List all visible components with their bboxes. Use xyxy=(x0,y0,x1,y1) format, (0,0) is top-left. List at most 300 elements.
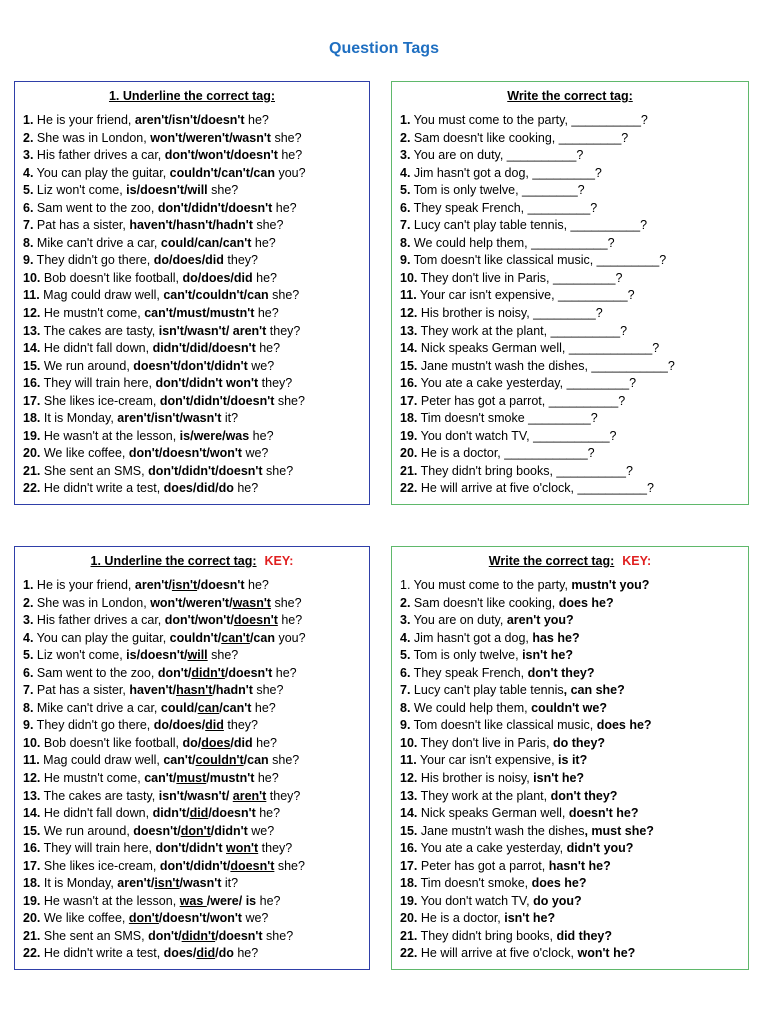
item-number: 12. xyxy=(400,306,418,321)
tag-options xyxy=(170,631,275,645)
exercise-lines xyxy=(400,112,740,498)
item-number: 9. xyxy=(23,718,34,733)
item-number: 9. xyxy=(400,253,411,268)
tag-option-correct: can't xyxy=(221,630,250,645)
item-number: 15. xyxy=(400,358,418,373)
item-number: 19. xyxy=(400,893,418,908)
tag-separator: / xyxy=(150,876,155,891)
item-sentence: Liz won't come, xyxy=(33,648,127,663)
underline-key-box xyxy=(14,546,370,970)
item-pronoun: she? xyxy=(262,463,294,478)
list-item xyxy=(23,700,361,718)
tag-separator: / xyxy=(168,578,172,592)
tag-separator: / xyxy=(225,323,233,338)
item-number: 10. xyxy=(400,735,418,750)
item-pronoun: it? xyxy=(221,876,239,891)
list-item xyxy=(23,217,361,235)
item-pronoun: you? xyxy=(274,165,306,180)
list-item xyxy=(400,595,740,613)
tag-option-correct: did xyxy=(189,806,209,821)
tag-option: weren't xyxy=(185,595,230,610)
tag-option: doesn't xyxy=(140,648,185,663)
item-number: 18. xyxy=(400,411,418,426)
tag-options xyxy=(161,701,252,715)
tag-options xyxy=(150,131,271,145)
answer-tag: has he? xyxy=(532,630,580,645)
item-sentence: They didn't go there, xyxy=(33,253,154,268)
tag-separator: / xyxy=(194,148,199,163)
tag-separator: / xyxy=(206,306,210,321)
list-item xyxy=(400,945,740,963)
item-pronoun: we? xyxy=(241,446,269,461)
tag-separator: / xyxy=(158,446,163,461)
item-number: 18. xyxy=(23,876,41,891)
item-number: 10. xyxy=(23,735,41,750)
tag-option-correct: didn't xyxy=(181,928,216,943)
tag-option: do xyxy=(153,253,170,268)
tag-options xyxy=(117,411,221,425)
tag-separator: / xyxy=(217,165,222,180)
tag-option: will xyxy=(187,183,208,198)
list-item xyxy=(400,665,740,683)
tag-options xyxy=(129,683,253,697)
tag-option: do xyxy=(182,735,198,750)
item-pronoun: she? xyxy=(252,683,284,698)
tag-option: don't xyxy=(155,376,186,391)
tag-option: isn't xyxy=(171,113,198,127)
tag-option: wasn't xyxy=(187,788,226,803)
tag-separator: / xyxy=(197,270,202,285)
tag-separator: / xyxy=(186,341,190,356)
answer-tag: couldn't we? xyxy=(531,700,607,715)
tag-option: did xyxy=(233,270,253,285)
item-pronoun: he? xyxy=(272,200,297,215)
item-number: 7. xyxy=(23,683,34,698)
item-sentence: Jim hasn't got a dog, xyxy=(410,630,533,645)
tag-option: can't xyxy=(221,165,250,180)
item-number: 15. xyxy=(400,823,418,838)
tag-separator: / xyxy=(212,683,216,698)
tag-separator: / xyxy=(169,253,173,268)
item-number: 20. xyxy=(23,911,41,926)
tag-options xyxy=(135,578,245,592)
tag-separator: / xyxy=(249,630,254,645)
tag-options xyxy=(182,736,252,750)
tag-separator: / xyxy=(186,806,190,821)
tag-option: were xyxy=(193,428,223,443)
answer-tag: aren't you? xyxy=(506,613,574,628)
tag-options xyxy=(133,824,247,838)
list-item xyxy=(23,770,361,788)
tag-option: couldn't xyxy=(195,288,244,303)
item-pronoun: he? xyxy=(244,113,269,127)
item-number: 14. xyxy=(400,341,418,356)
answer-tag: isn't he? xyxy=(504,911,556,926)
tag-separator: / xyxy=(179,411,183,426)
item-sentence: He will arrive at five o'clock, xyxy=(417,946,578,961)
tag-option: don't xyxy=(157,665,188,680)
item-pronoun: he? xyxy=(277,148,303,163)
tag-option: didn't xyxy=(181,463,216,478)
tag-option: doesn't xyxy=(211,341,256,356)
list-item xyxy=(23,630,361,648)
tag-options xyxy=(126,648,208,662)
tag-separator: / xyxy=(182,595,186,610)
item-pronoun: they? xyxy=(223,253,258,268)
item-pronoun: it? xyxy=(221,411,239,426)
item-number: 2. xyxy=(23,595,34,610)
key-lines xyxy=(23,577,361,963)
list-item xyxy=(400,182,740,200)
list-item xyxy=(23,393,361,411)
tag-option: aren't xyxy=(117,876,151,891)
tag-separator: / xyxy=(229,595,233,610)
item-number: 19. xyxy=(23,893,41,908)
tag-option: does xyxy=(163,946,193,961)
list-item xyxy=(400,823,740,841)
tag-option: wasn't xyxy=(183,876,222,891)
tag-options xyxy=(170,166,275,180)
tag-option: doesn't xyxy=(133,823,178,838)
tag-option-correct: doesn't xyxy=(230,858,275,873)
tag-separator: / xyxy=(183,323,188,338)
list-item xyxy=(400,428,740,446)
item-pronoun: he? xyxy=(249,428,274,443)
item-sentence: You are on duty, xyxy=(410,613,507,628)
tag-separator: / xyxy=(189,858,194,873)
tag-option-correct: won't xyxy=(226,841,259,856)
list-item xyxy=(23,323,361,341)
tag-option: can't xyxy=(163,753,193,768)
tag-options xyxy=(156,376,259,390)
tag-options xyxy=(117,876,221,890)
item-sentence: He is a doctor, ____________? xyxy=(417,446,595,461)
tag-option: isn't xyxy=(158,323,184,338)
list-item xyxy=(400,682,740,700)
tag-option: doesn't xyxy=(228,200,273,215)
item-pronoun: she? xyxy=(274,858,305,873)
tag-option: didn't xyxy=(191,200,225,215)
tag-option: can xyxy=(247,753,269,768)
item-sentence: We run around, xyxy=(40,358,134,373)
tag-options xyxy=(148,929,262,943)
tag-separator: / xyxy=(189,393,194,408)
item-pronoun: she? xyxy=(207,183,239,198)
tag-option: won't xyxy=(198,613,231,628)
tag-option: doesn't xyxy=(162,446,207,461)
item-sentence: He mustn't come, xyxy=(40,771,145,786)
tag-option: haven't xyxy=(129,218,173,233)
tag-option-correct: will xyxy=(187,648,208,663)
list-item xyxy=(23,182,361,200)
item-number: 20. xyxy=(400,446,418,461)
item-number: 13. xyxy=(23,323,41,338)
heading-text: Write the correct tag: xyxy=(488,554,615,568)
tag-options xyxy=(165,148,278,162)
tag-option: doesn't xyxy=(211,806,256,821)
item-number: 16. xyxy=(23,376,41,391)
item-sentence: They will train here, xyxy=(40,841,156,856)
tag-options xyxy=(135,113,245,127)
item-number: 12. xyxy=(23,306,41,321)
tag-separator: / xyxy=(185,376,190,391)
tag-option: can't xyxy=(163,288,193,303)
tag-separator: / xyxy=(194,613,199,628)
list-item xyxy=(23,577,361,595)
tag-option: did xyxy=(196,481,216,496)
item-number: 22. xyxy=(23,946,41,961)
item-sentence: He didn't fall down, xyxy=(40,806,153,821)
tag-option: mustn't xyxy=(209,771,255,786)
answer-tag: hasn't he? xyxy=(548,858,611,873)
item-sentence: You don't watch TV, ___________? xyxy=(417,428,617,443)
list-item xyxy=(400,805,740,823)
tag-option: is xyxy=(179,428,191,443)
list-item xyxy=(23,165,361,183)
item-sentence: He will arrive at five o'clock, __________? xyxy=(417,481,654,496)
item-pronoun: he? xyxy=(256,893,281,908)
item-sentence: Sam went to the zoo, xyxy=(33,200,158,215)
tag-option: aren't xyxy=(117,411,151,426)
tag-option: doesn't xyxy=(133,358,178,373)
answer-tag: did they? xyxy=(556,928,612,943)
tag-option: doesn't xyxy=(140,183,185,198)
tag-options xyxy=(182,271,252,285)
item-number: 7. xyxy=(400,218,411,233)
tag-option: is xyxy=(242,893,257,908)
tag-option: won't xyxy=(209,446,242,461)
tag-option: doesn't xyxy=(230,393,275,408)
item-number: 17. xyxy=(23,858,41,873)
item-number: 2. xyxy=(400,130,411,145)
tag-option: is xyxy=(126,183,137,198)
answer-tag: does he? xyxy=(531,876,587,891)
tag-separator: / xyxy=(225,788,233,803)
item-pronoun: they? xyxy=(258,841,293,856)
item-sentence: Peter has got a parrot, __________? xyxy=(417,393,626,408)
item-sentence: We like coffee, xyxy=(40,446,129,461)
list-item xyxy=(23,252,361,270)
tag-option: does xyxy=(201,270,231,285)
tag-options xyxy=(160,394,274,408)
tag-separator: / xyxy=(230,270,234,285)
box-heading xyxy=(400,88,740,110)
tag-separator: / xyxy=(243,288,248,303)
item-sentence: Nick speaks German well, ____________? xyxy=(417,341,660,356)
list-item xyxy=(400,375,740,393)
tag-options xyxy=(156,841,259,855)
list-item xyxy=(23,893,361,911)
list-item xyxy=(400,928,740,946)
item-number: 22. xyxy=(23,481,41,496)
tag-separator: / xyxy=(243,753,248,768)
tag-option-correct: must xyxy=(176,771,207,786)
item-number: 2. xyxy=(23,130,34,145)
list-item xyxy=(23,805,361,823)
item-number: 8. xyxy=(400,235,411,250)
item-number: 12. xyxy=(23,771,41,786)
item-sentence: She sent an SMS, xyxy=(40,463,149,478)
item-sentence: We could help them, xyxy=(410,700,532,715)
item-number: 11. xyxy=(23,288,40,303)
item-number: 18. xyxy=(23,411,41,426)
item-number: 6. xyxy=(400,665,411,680)
item-pronoun: he? xyxy=(255,806,281,821)
list-item xyxy=(400,200,740,218)
tag-option: don't xyxy=(157,200,188,215)
tag-options xyxy=(126,183,208,197)
tag-separator: / xyxy=(194,235,198,250)
item-sentence: You must come to the party, xyxy=(410,578,572,592)
tag-option: hadn't xyxy=(215,683,253,698)
item-sentence: You can play the guitar, xyxy=(33,165,170,180)
tag-separator: / xyxy=(178,928,182,943)
tag-option: do xyxy=(153,718,170,733)
tag-options xyxy=(154,718,224,732)
list-item xyxy=(23,612,361,630)
list-item xyxy=(23,665,361,683)
tag-separator: / xyxy=(187,200,192,215)
item-sentence: The cakes are tasty, xyxy=(40,323,159,338)
item-sentence: Sam doesn't like cooking, xyxy=(410,595,559,610)
key-label: KEY: xyxy=(622,554,652,568)
box-heading xyxy=(400,553,740,575)
item-number: 11. xyxy=(400,288,417,303)
list-item xyxy=(400,752,740,770)
item-number: 7. xyxy=(400,683,411,698)
tag-option: doesn't xyxy=(218,463,263,478)
tag-separator: / xyxy=(184,183,188,198)
list-item xyxy=(23,358,361,376)
item-number: 9. xyxy=(400,718,411,733)
write-key-box xyxy=(391,546,749,970)
tag-option: wasn't xyxy=(232,130,271,145)
item-number: 1. xyxy=(23,578,34,592)
list-item xyxy=(400,480,740,498)
list-item xyxy=(400,630,740,648)
tag-option-correct: isn't xyxy=(154,876,180,891)
answer-tag: don't they? xyxy=(527,665,595,680)
heading-text: 1. Underline the correct tag: xyxy=(108,89,275,103)
tag-separator: / xyxy=(182,130,186,145)
list-item xyxy=(400,358,740,376)
list-item xyxy=(400,165,740,183)
list-item xyxy=(23,875,361,893)
answer-tag: isn't he? xyxy=(533,771,585,786)
tag-option: hasn't xyxy=(176,218,213,233)
answer-tag: do they? xyxy=(552,735,606,750)
tag-separator: / xyxy=(238,893,243,908)
list-item xyxy=(23,823,361,841)
tag-separator: / xyxy=(224,665,229,680)
tag-separator: / xyxy=(206,771,210,786)
tag-separator: / xyxy=(192,288,196,303)
list-item xyxy=(400,147,740,165)
item-sentence: Tom doesn't like classical music, xyxy=(410,718,597,733)
page-title: Question Tags xyxy=(329,40,439,57)
item-sentence: He didn't fall down, xyxy=(40,341,153,356)
heading-text: 1. Underline the correct tag: xyxy=(90,554,257,568)
tag-separator: / xyxy=(192,946,197,961)
item-number: 14. xyxy=(23,341,41,356)
item-number: 5. xyxy=(400,183,411,198)
tag-options xyxy=(144,306,254,320)
tag-option: was xyxy=(225,428,250,443)
tag-option: didn't xyxy=(189,841,223,856)
item-sentence: Lucy can't play table tennis xyxy=(410,683,564,698)
tag-option: does xyxy=(172,718,202,733)
tag-option: can't xyxy=(144,771,173,786)
answer-tag: doesn't he? xyxy=(568,806,639,821)
tag-separator: / xyxy=(249,165,254,180)
item-sentence: We run around, xyxy=(40,823,134,838)
item-number: 22. xyxy=(400,481,418,496)
item-number: 21. xyxy=(400,928,418,943)
item-sentence: Sam went to the zoo, xyxy=(33,665,158,680)
tag-separator: / xyxy=(169,718,173,733)
tag-option: did xyxy=(233,735,253,750)
item-number: 16. xyxy=(400,841,418,856)
item-number: 19. xyxy=(23,428,41,443)
tag-option-correct: doesn't xyxy=(233,613,278,628)
item-sentence: Your car isn't expensive, __________? xyxy=(416,288,635,303)
item-sentence: He is your friend, xyxy=(33,113,135,127)
tag-separator: / xyxy=(226,858,231,873)
item-number: 4. xyxy=(23,165,34,180)
item-sentence: Nick speaks German well, xyxy=(417,806,569,821)
tag-option: didn't xyxy=(189,376,223,391)
item-sentence: His father drives a car, xyxy=(33,613,165,628)
list-item xyxy=(23,735,361,753)
item-pronoun: he? xyxy=(233,481,259,496)
list-item xyxy=(23,375,361,393)
tag-separator: / xyxy=(201,718,206,733)
item-pronoun: we? xyxy=(247,358,275,373)
item-sentence: She sent an SMS, xyxy=(40,928,149,943)
tag-separator: / xyxy=(150,411,155,426)
tag-separator: / xyxy=(168,113,172,127)
tag-options xyxy=(159,789,267,803)
list-item xyxy=(400,252,740,270)
tag-options xyxy=(160,859,274,873)
item-number: 15. xyxy=(23,358,41,373)
tag-option: hadn't xyxy=(215,218,253,233)
item-sentence: He wasn't at the lesson, xyxy=(40,893,180,908)
item-sentence: Mag could draw well, xyxy=(39,753,164,768)
item-number: 3. xyxy=(23,148,34,163)
item-sentence: He mustn't come, xyxy=(40,306,145,321)
tag-option-correct: wasn't xyxy=(232,595,271,610)
answer-tag: , can she? xyxy=(563,683,625,698)
tag-separator: / xyxy=(222,428,226,443)
tag-option: do xyxy=(218,481,234,496)
item-sentence: Jane mustn't wash the dishes, ___________? xyxy=(417,358,675,373)
item-pronoun: she? xyxy=(252,218,284,233)
item-sentence: Mike can't drive a car, xyxy=(33,235,161,250)
item-sentence: Bob doesn't like football, xyxy=(40,735,183,750)
list-item xyxy=(400,893,740,911)
answer-tag: , must she? xyxy=(584,823,654,838)
list-item xyxy=(400,858,740,876)
answer-tag: isn't he? xyxy=(522,648,573,663)
list-item xyxy=(23,595,361,613)
tag-options xyxy=(164,946,234,960)
tag-separator: / xyxy=(136,183,141,198)
tag-separator: / xyxy=(206,446,210,461)
item-sentence: Peter has got a parrot, xyxy=(417,858,549,873)
item-sentence: Pat has a sister, xyxy=(33,218,130,233)
exercise-lines xyxy=(23,112,361,498)
